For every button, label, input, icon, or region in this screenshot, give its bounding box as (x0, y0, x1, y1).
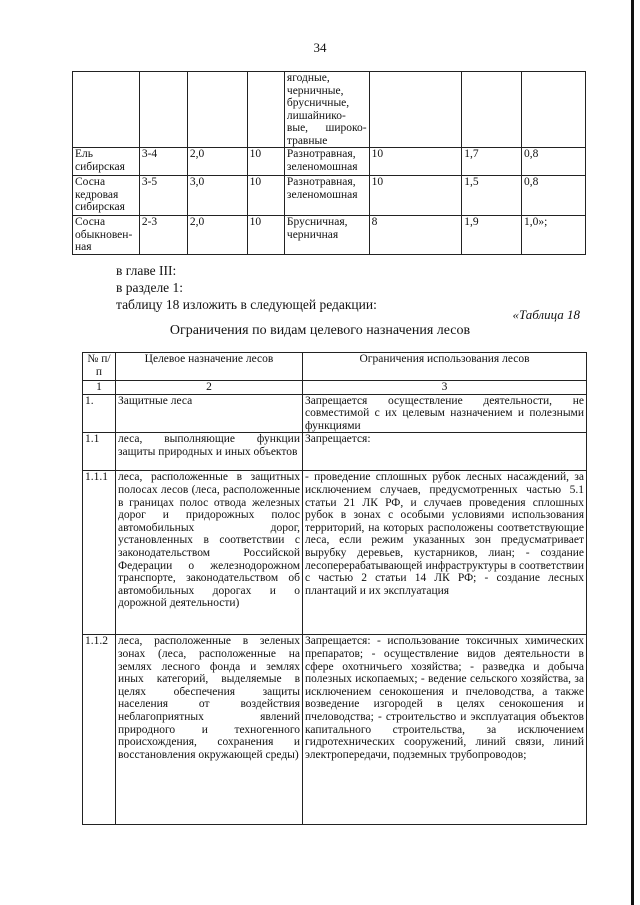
species-cell: Сосна кедровая сибирская (73, 176, 140, 216)
row-num: 1.1.2 (83, 635, 116, 825)
header-purpose: Целевое назначение лесов (116, 353, 303, 381)
row-restrictions: Запрещается осуществление деятельности, не совместимой с их целевым назначением и полезными функциями (303, 394, 587, 433)
species-cell: Сосна обыкновен-ная (73, 216, 140, 255)
row-restrictions: - проведение сплошных рубок лесных насаждений, за исключением случаев, предусмотренных частью 5.1 статьи 21 ЛК РФ, и случаев проведения сплошных рубок в зонах с особыми условиями использования территорий, на которых расположены соответствующие леса, если режим указанных зон предусматривает вырубку деревьев, кустарников, лиан; - создание лесоперерабатывающей инфраструктуры в соответствии с частью 2 статьи 14 ЛК РФ; - создание лесных плантаций и их эксплуатация (303, 471, 587, 635)
table-row (73, 72, 586, 148)
table-row (83, 635, 587, 825)
continued-table (72, 71, 586, 255)
forest-type-cell: Разнотравная, зеленомошная (284, 148, 369, 176)
species-cell (73, 72, 140, 148)
row-restrictions: Запрещается: (303, 433, 587, 471)
amendment-line: в разделе 1: (116, 280, 184, 295)
header-row (83, 353, 587, 381)
table-title: Ограничения по видам целевого назначения лесов (169, 323, 471, 338)
amendment-text (116, 262, 377, 313)
row-restrictions: Запрещается: - использование токсичных химических препаратов; - осуществление видов деятельности в сфере охотничьего хозяйства; - разведка и добыча полезных ископаемых; - ведение сельского хозяйства, за исключением сенокошения и пчеловодства, а также возведение изгородей в целях сенокошения и пчеловодства; - строительство и эксплуатация объектов капитального строительства, за исключением гидротехнических сооружений, линий связи, линий электропередачи, подземных трубопроводов; (303, 635, 587, 825)
table-row (83, 394, 587, 433)
page-number: 34 (313, 40, 327, 55)
row-purpose: Защитные леса (116, 394, 303, 433)
column-number-row: 1 2 3 (83, 381, 587, 395)
species-cell: Ель сибирская (73, 148, 140, 176)
forest-type-cell: Разнотравная, зеленомошная (284, 176, 369, 216)
row-purpose: леса, расположенные в защитных полосах лесов (леса, расположенные в границах полос отвода железных дорог и придорожных полос автомобильных дорог, установленных в соответствии с законодательством Российской Федерации о железнодорожном транспорте, законодательством об автомобильных дорогах и о дорожной деятельности) (116, 471, 303, 635)
row-purpose: леса, расположенные в зеленых зонах (леса, расположенные на землях лесного фонда и землях иных категорий, выделяемые в целях обеспечения защиты населения от воздействия неблагоприятных явлений природного и техногенного происхождения, сохранения и восстановления окружающей среды) (116, 635, 303, 825)
table-row: Ель сибирская 3-4 2,0 10 Разнотравная, зеленомошная 10 1,7 0,8 (73, 148, 586, 176)
table-row (83, 471, 587, 635)
table-row (83, 433, 587, 471)
table-label: «Таблица 18 (512, 307, 580, 322)
scan-edge (631, 0, 634, 905)
header-restrictions: Ограничения использования лесов (303, 353, 587, 381)
row-num: 1. (83, 394, 116, 433)
amendment-line: таблицу 18 изложить в следующей редакции: (116, 297, 377, 312)
row-num: 1.1.1 (83, 471, 116, 635)
table-row: Сосна обыкновен-ная 2-3 2,0 10 Брусничная, черничная 8 1,9 1,0»; (73, 216, 586, 255)
table-row: Сосна кедровая сибирская 3-5 3,0 10 Разнотравная, зеленомошная 10 1,5 0,8 (73, 176, 586, 216)
header-num: № п/п (83, 353, 116, 381)
forest-type-cell: Брусничная, черничная (284, 216, 369, 255)
row-num: 1.1 (83, 433, 116, 471)
restrictions-table (82, 352, 587, 825)
amendment-line: в главе III: (116, 263, 177, 278)
row-purpose: леса, выполняющие функции защиты природных и иных объектов (116, 433, 303, 471)
forest-type-cell: ягодные, черничные, брусничные, лишайнико-вые, широко-травные (284, 72, 369, 148)
